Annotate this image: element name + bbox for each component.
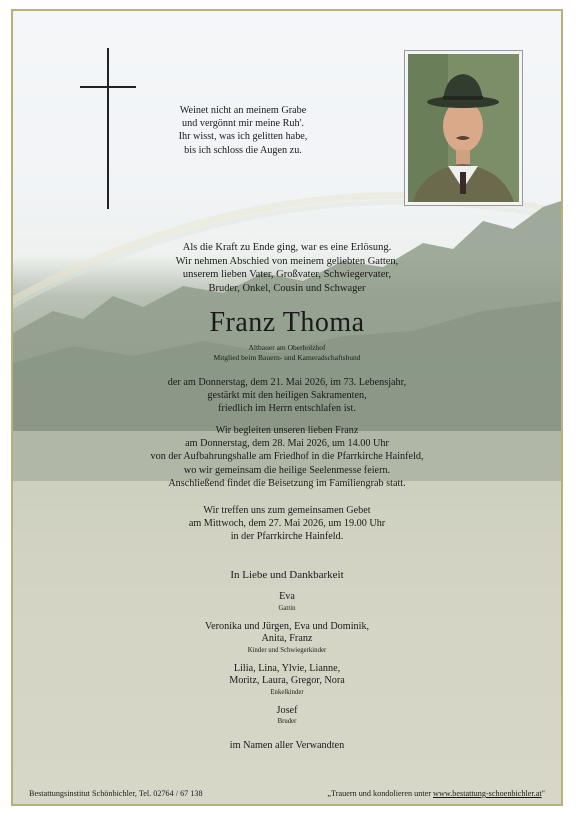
in-love-heading xyxy=(13,565,561,583)
prayer-line: Wir treffen uns zum gemeinsamen Gebet xyxy=(203,505,371,516)
cross-icon xyxy=(107,48,109,209)
relatives-line: im Namen aller Verwandten xyxy=(229,740,345,751)
condolence-suffix: " xyxy=(541,789,545,798)
death-line: der am Donnerstag, dem 21. Mai 2026, im 73. Lebensjahr, xyxy=(167,377,407,388)
condolence-info xyxy=(327,789,545,798)
spouse-role: Gattin xyxy=(278,604,296,612)
intro-text xyxy=(13,241,561,295)
funeral-line: am Donnerstag, dem 28. Mai 2026, um 14.00 Uhr xyxy=(185,438,389,450)
funeral-notice xyxy=(13,424,561,490)
children-names: Veronika und Jürgen, Eva und Dominik, xyxy=(204,620,370,632)
portrait-photo xyxy=(405,51,522,205)
prayer-line: in der Pfarrkirche Hainfeld. xyxy=(230,531,344,543)
spouse-name: Eva xyxy=(279,591,295,602)
prayer-line: am Mittwoch, dem 27. Mai 2026, um 19.00 Uhr xyxy=(188,518,386,530)
family-list xyxy=(13,591,561,726)
poem-line: Weinet nicht an meinem Grabe xyxy=(179,105,307,116)
grandchildren-names-2: Moritz, Laura, Gregor, Nora xyxy=(229,675,345,686)
grandchildren-role: Enkelkinder xyxy=(270,688,304,696)
poem-line: Ihr wisst, was ich gelitten habe, xyxy=(178,131,308,143)
intro-line: Als die Kraft zu Ende ging, war es eine Erlösung. xyxy=(182,242,392,253)
death-line: friedlich im Herrn entschlafen ist. xyxy=(218,403,356,415)
children-role: Kinder und Schwiegerkinder xyxy=(247,646,327,654)
prayer-notice xyxy=(13,504,561,544)
role-line: Altbauer am Oberholzhof xyxy=(248,343,326,352)
brother-name: Josef xyxy=(276,704,298,716)
funeral-line: wo wir gemeinsam die heilige Seelenmesse feiern. xyxy=(183,464,391,476)
intro-line: unserem lieben Vater, Großvater, Schwiegervater, xyxy=(182,269,392,281)
obituary-frame xyxy=(11,9,563,806)
condolence-link[interactable]: www.bestattung-schoenbichler.at xyxy=(433,789,542,798)
portrait-image xyxy=(408,54,519,202)
deceased-name: Franz Thoma xyxy=(209,307,365,338)
in-love-text: In Liebe und Dankbarkeit xyxy=(230,569,344,581)
grandchildren-names: Lilia, Lina, Ylvie, Lianne, xyxy=(233,662,341,674)
death-notice xyxy=(13,376,561,416)
poem-line: bis ich schloss die Augen zu. xyxy=(184,144,302,156)
funeral-home-info: Bestattungsinstitut Schönbichler, Tel. 02764 / 67 138 xyxy=(29,789,203,798)
cross-icon-beam xyxy=(80,86,136,88)
funeral-line: Anschließend findet die Beisetzung im Familiengrab statt. xyxy=(168,477,406,489)
poem xyxy=(143,104,343,157)
funeral-line: Wir begleiten unseren lieben Franz xyxy=(215,425,359,436)
deceased-roles xyxy=(13,343,561,363)
funeral-line: von der Aufbahrungshalle am Friedhof in die Pfarrkirche Hainfeld, xyxy=(150,451,424,463)
children-names-2: Anita, Franz xyxy=(261,633,313,644)
intro-line: Bruder, Onkel, Cousin und Schwager xyxy=(208,282,366,294)
condolence-text: „Trauern und kondolieren unter xyxy=(327,789,434,798)
brother-role: Bruder xyxy=(277,718,297,725)
poem-line: und vergönnt mir meine Ruh'. xyxy=(182,118,304,130)
death-line: gestärkt mit den heiligen Sakramenten, xyxy=(207,390,367,402)
intro-line: Wir nehmen Abschied von meinem geliebten Gatten, xyxy=(175,255,399,267)
obituary-content xyxy=(13,11,561,804)
role-line: Mitglied beim Bauern- und Kameradschaftsbund xyxy=(213,352,361,362)
